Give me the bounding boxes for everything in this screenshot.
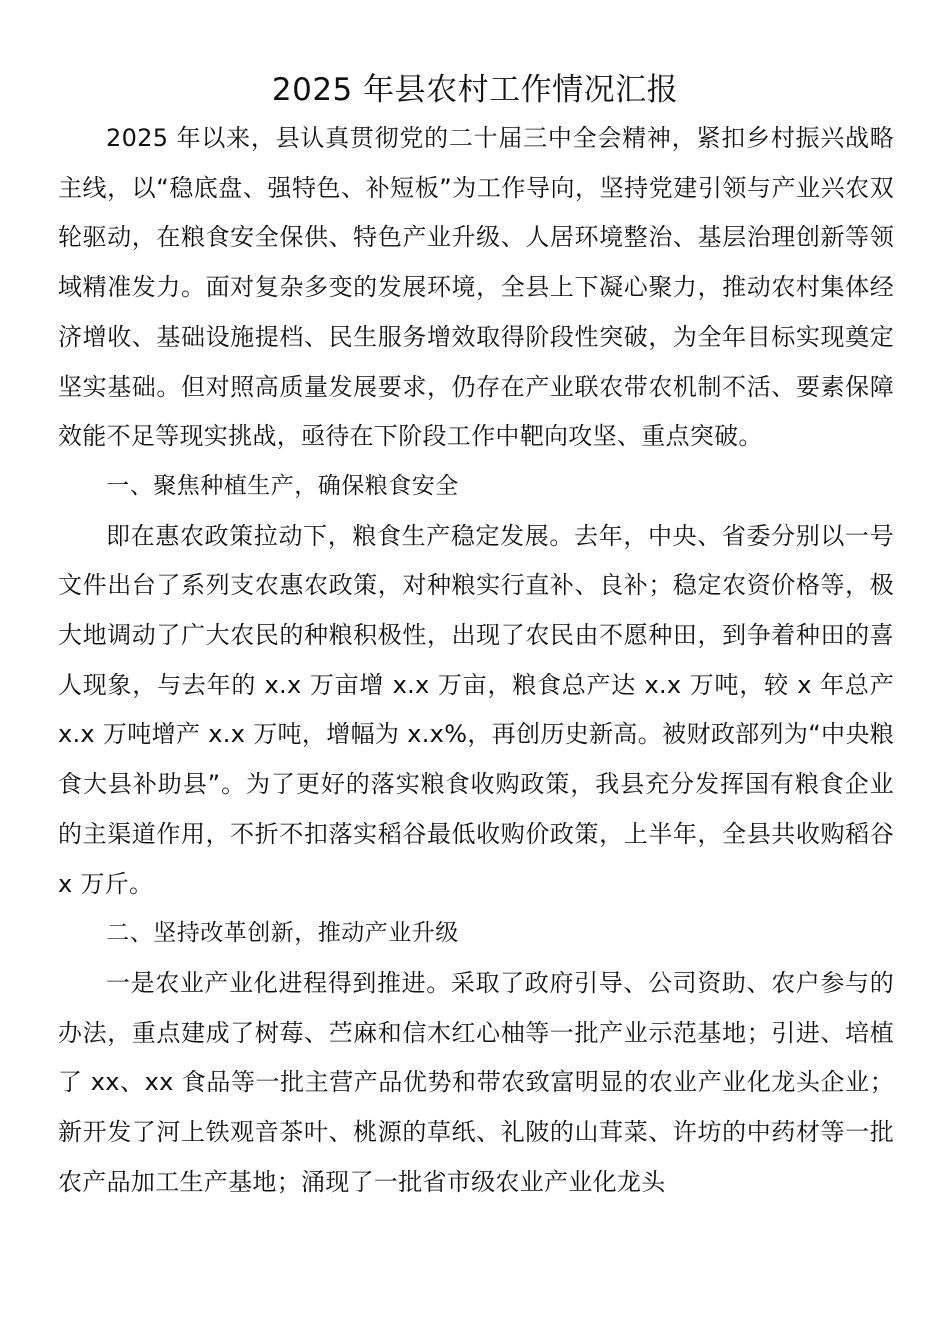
section-1-paragraph: 即在惠农政策拉动下，粮食生产稳定发展。去年，中央、省委分别以一号文件出台了系列支农惠农政策，对种粮实行直补、良补；稳定农资价格等，极大地调动了广大农民的种粮积极性，出现了农民由不愿种田，到争着种田的喜人现象，与去年的 x.x 万亩增 x.x 万亩，粮食总产达 x.x 万吨，较 x 年总产 x.x 万吨增产 x.x 万吨，增幅为 x.x%，再创历史新高。被财政部列为“中央粮食大县补助县”。为了更好的落实粮食收购政策，我县充分发挥国有粮食企业的主渠道作用，不折不扣落实稻谷最低收购价政策，上半年，全县共收购稻谷 x 万斤。 (58, 521, 894, 898)
document-title: 2025 年县农村工作情况汇报 (271, 72, 679, 108)
intro-paragraph: 2025 年以来，县认真贯彻党的二十届三中全会精神，紧扣乡村振兴战略主线，以“稳底盘、强特色、补短板”为工作导向，坚持党建引领与产业兴农双轮驱动，在粮食安全保供、特色产业升级、人居环境整治、基层治理创新等领域精准发力。面对复杂多变的发展环境，全县上下凝心聚力，推动农村集体经济增收、基础设施提档、民生服务增效取得阶段性突破，为全年目标实现奠定坚实基础。但对照高质量发展要求，仍存在产业联农带农机制不活、要素保障效能不足等现实挑战，亟待在下阶段工作中靶向攻坚、重点突破。 (58, 124, 894, 451)
document-body (58, 114, 894, 1207)
section-2-heading: 二、坚持改革创新，推动产业升级 (106, 920, 459, 947)
section-1-heading: 一、聚焦种植生产，确保粮食安全 (106, 472, 459, 499)
section-2-paragraph: 一是农业产业化进程得到推进。采取了政府引导、公司资助、农户参与的办法，重点建成了树莓、苎麻和信木红心柚等一批产业示范基地；引进、培植了 xx、xx 食品等一批主营产品优势和带农致富明显的农业产业化龙头企业；新开发了河上铁观音茶叶、桃源的草纸、礼陂的山茸菜、许坊的中药材等一批农产品加工生产基地；涌现了一批省市级农业产业化龙头 (58, 968, 894, 1196)
